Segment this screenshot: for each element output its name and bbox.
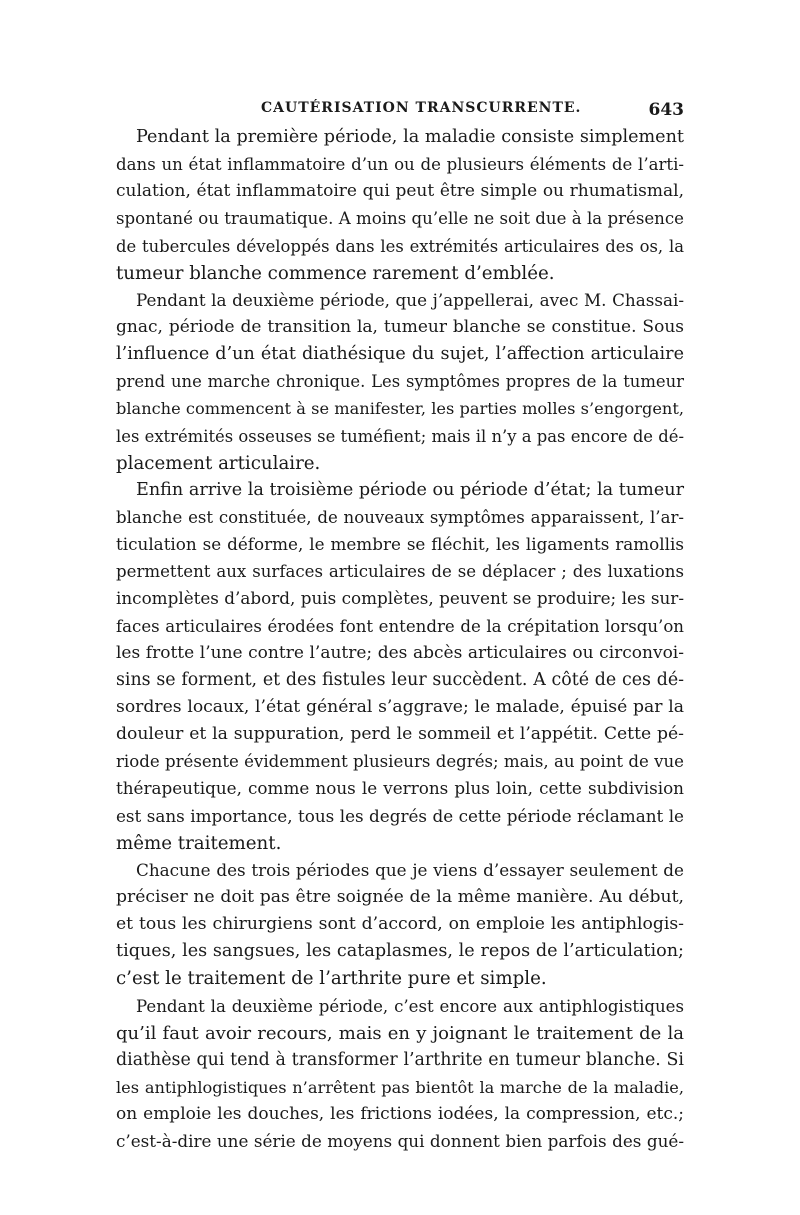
text-line: même traitement. xyxy=(116,832,282,854)
text-line: thérapeutique, comme nous le verrons plus loin, cette subdivision xyxy=(116,778,684,799)
body-text xyxy=(116,124,684,1155)
text-line: incomplètes d’abord, puis complètes, peuvent se produire; les sur- xyxy=(116,588,684,609)
text-line: c’est-à-dire une série de moyens qui donnent bien parfois des gué- xyxy=(116,1131,684,1152)
text-line: c’est le traitement de l’arthrite pure et simple. xyxy=(116,968,547,990)
text-line: Pendant la deuxième période, c’est encore aux antiphlogistiques xyxy=(136,996,684,1016)
text-line: dans un état inflammatoire d’un ou de plusieurs éléments de l’arti- xyxy=(116,155,684,175)
page-header xyxy=(116,100,684,122)
text-line: les antiphlogistiques n’arrêtent pas bientôt la marche de la maladie, xyxy=(116,1077,684,1097)
text-line: permettent aux surfaces articulaires de se déplacer ; des luxations xyxy=(116,562,684,582)
page-number: 643 xyxy=(648,100,684,120)
text-line: placement articulaire. xyxy=(116,452,321,474)
text-line: tiques, les sangsues, les cataplasmes, le repos de l’articulation; xyxy=(116,941,684,962)
text-line: riode présente évidemment plusieurs degrés; mais, au point de vue xyxy=(116,752,684,772)
text-line: et tous les chirurgiens sont d’accord, on emploie les antiphlogis- xyxy=(116,914,684,935)
text-line: tumeur blanche commence rarement d’emblée. xyxy=(116,262,555,284)
text-line: Enfin arrive la troisième période ou période d’état; la tumeur xyxy=(136,479,684,500)
text-line: diathèse qui tend à transformer l’arthrite en tumeur blanche. Si xyxy=(116,1049,684,1070)
text-line: les frotte l’une contre l’autre; des abcès articulaires ou circonvoi- xyxy=(116,642,684,663)
text-line: sins se forment, et des fistules leur succèdent. A côté de ces dé- xyxy=(116,669,684,690)
text-line: blanche commencent à se manifester, les parties molles s’engorgent, xyxy=(116,399,684,419)
text-line: prend une marche chronique. Les symptômes propres de la tumeur xyxy=(116,372,684,392)
text-line: douleur et la suppuration, perd le sommeil et l’appétit. Cette pé- xyxy=(116,724,684,745)
text-line: l’influence d’un état diathésique du sujet, l’affection articulaire xyxy=(116,344,684,365)
text-line: qu’il faut avoir recours, mais en y joignant le traitement de la xyxy=(116,1022,684,1044)
running-title: CAUTÉRISATION TRANSCURRENTE. xyxy=(261,100,582,116)
text-line: préciser ne doit pas être soignée de la même manière. Au début, xyxy=(116,886,684,907)
text-line: Pendant la deuxième période, que j’appellerai, avec M. Chassai- xyxy=(136,289,684,310)
text-line: les extrémités osseuses se tuméfient; mais il n’y a pas encore de dé- xyxy=(116,426,684,446)
text-line: gnac, période de transition la, tumeur blanche se constitue. Sous xyxy=(116,316,684,337)
text-line: blanche est constituée, de nouveaux symptômes apparaissent, l’ar- xyxy=(116,507,684,527)
text-line: sordres locaux, l’état général s’aggrave; le malade, épuisé par la xyxy=(116,696,684,717)
text-line: culation, état inflammatoire qui peut être simple ou rhumatismal, xyxy=(116,181,684,202)
text-line: Pendant la première période, la maladie consiste simplement xyxy=(136,127,684,147)
text-line: faces articulaires érodées font entendre de la crépitation lorsqu’on xyxy=(116,616,684,636)
text-line: est sans importance, tous les degrés de cette période réclamant le xyxy=(116,805,684,826)
text-line: spontané ou traumatique. A moins qu’elle ne soit due à la présence xyxy=(116,209,684,229)
text-line: on emploie les douches, les frictions iodées, la compression, etc.; xyxy=(116,1104,684,1125)
text-line: Chacune des trois périodes que je viens d’essayer seulement de xyxy=(136,859,684,880)
text-line: de tubercules développés dans les extrémités articulaires des os, la xyxy=(116,236,684,256)
text-line: ticulation se déforme, le membre se fléchit, les ligaments ramollis xyxy=(116,534,684,555)
